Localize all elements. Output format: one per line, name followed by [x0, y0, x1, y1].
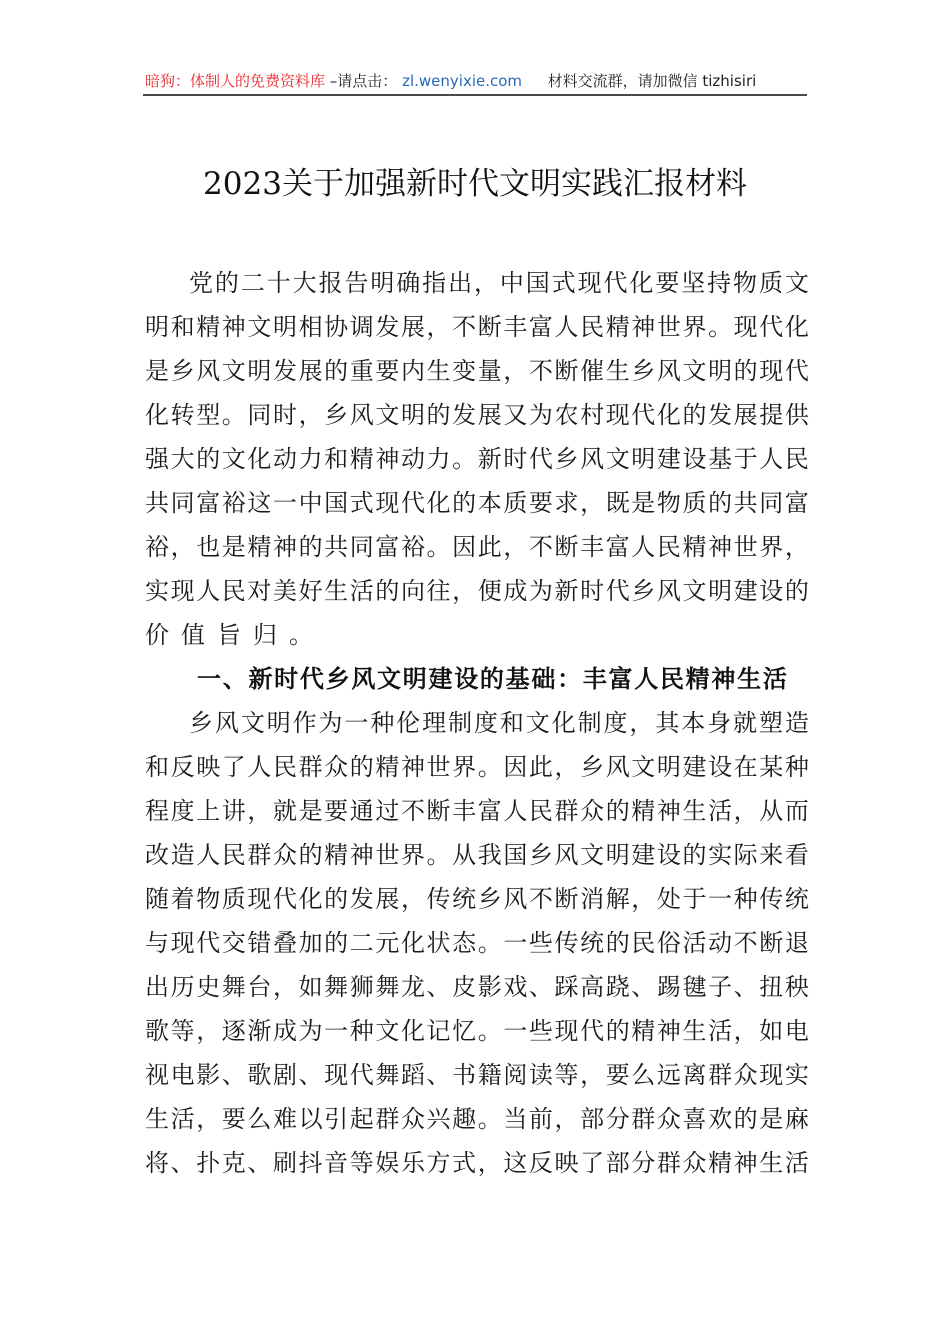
- paragraph-line: 程 度 上 讲 ， 就 是 要 通 过 不 断 丰 富 人 民 群 众 的 精 神 生 活 ， 从 而: [145, 797, 809, 825]
- header-contact-text: 材料交流群，请加微信 tizhisiri: [547, 72, 757, 90]
- paragraph-line: 是 乡 风 文 明 发 展 的 重 要 内 生 变 量 ， 不 断 催 生 乡 风 文 明 的 现 代: [145, 357, 809, 385]
- header-prompt-text: –请点击：: [329, 72, 398, 90]
- header-brand-text: 暗狗：体制人的免费资料库: [145, 72, 326, 90]
- paragraph-line: 将 、 扑 克 、 刷 抖 音 等 娱 乐 方 式 ， 这 反 映 了 部 分 群 众 精 神 生 活: [145, 1149, 809, 1177]
- paragraph-line: 改 造 人 民 群 众 的 精 神 世 界 。 从 我 国 乡 风 文 明 建 设 的 实 际 来 看: [145, 841, 809, 869]
- section-heading: 一 、 新 时 代 乡 风 文 明 建 设 的 基 础 ： 丰 富 人 民 精 神 生 活: [197, 665, 787, 693]
- paragraph-line: 党 的 二 十 大 报 告 明 确 指 出 ， 中 国 式 现 代 化 要 坚 持 物 质 文: [189, 269, 809, 297]
- paragraph-line: 裕 ， 也 是 精 神 的 共 同 富 裕 。 因 此 ， 不 断 丰 富 人 民 精 神 世 界 ，: [145, 533, 809, 561]
- paragraph-line: 生 活 ， 要 么 难 以 引 起 群 众 兴 趣 。 当 前 ， 部 分 群 众 喜 欢 的 是 麻: [145, 1105, 809, 1133]
- watermark-header: [145, 68, 807, 94]
- paragraph-line: 与 现 代 交 错 叠 加 的 二 元 化 状 态 。 一 些 传 统 的 民 俗 活 动 不 断 退: [145, 929, 809, 957]
- paragraph-line: 共 同 富 裕 这 一 中 国 式 现 代 化 的 本 质 要 求 ， 既 是 物 质 的 共 同 富: [145, 489, 809, 517]
- page-title: 2023关于加强新时代文明实践汇报材料: [203, 166, 747, 202]
- paragraph-line: 明 和 精 神 文 明 相 协 调 发 展 ， 不 断 丰 富 人 民 精 神 世 界 。 现 代 化: [145, 313, 809, 341]
- paragraph-line: 实 现 人 民 对 美 好 生 活 的 向 往 ， 便 成 为 新 时 代 乡 风 文 明 建 设 的: [145, 577, 809, 605]
- paragraph-line: 价值旨归。: [145, 621, 325, 649]
- paragraph-line: 和 反 映 了 人 民 群 众 的 精 神 世 界 。 因 此 ， 乡 风 文 明 建 设 在 某 种: [145, 753, 809, 781]
- paragraph-line: 随 着 物 质 现 代 化 的 发 展 ， 传 统 乡 风 不 断 消 解 ， 处 于 一 种 传 统: [145, 885, 809, 913]
- paragraph-line: 强 大 的 文 化 动 力 和 精 神 动 力 。 新 时 代 乡 风 文 明 建 设 基 于 人 民: [145, 445, 809, 473]
- paragraph-line: 乡 风 文 明 作 为 一 种 伦 理 制 度 和 文 化 制 度 ， 其 本 身 就 塑 造: [189, 709, 809, 737]
- paragraph-line: 视 电 影 、 歌 剧 、 现 代 舞 蹈 、 书 籍 阅 读 等 ， 要 么 远 离 群 众 现 实: [145, 1061, 809, 1089]
- paragraph-line: 出 历 史 舞 台 ， 如 舞 狮 舞 龙 、 皮 影 戏 、 踩 高 跷 、 踢 毽 子 、 扭 秧: [145, 973, 809, 1001]
- paragraph-line: 化 转 型 。 同 时 ， 乡 风 文 明 的 发 展 又 为 农 村 现 代 化 的 发 展 提 供: [145, 401, 809, 429]
- header-link[interactable]: zl.wenyixie.com: [402, 72, 523, 90]
- document-body: [145, 261, 809, 1185]
- header-divider: [143, 94, 807, 96]
- paragraph-line: 歌 等 ， 逐 渐 成 为 一 种 文 化 记 忆 。 一 些 现 代 的 精 神 生 活 ， 如 电: [145, 1017, 809, 1045]
